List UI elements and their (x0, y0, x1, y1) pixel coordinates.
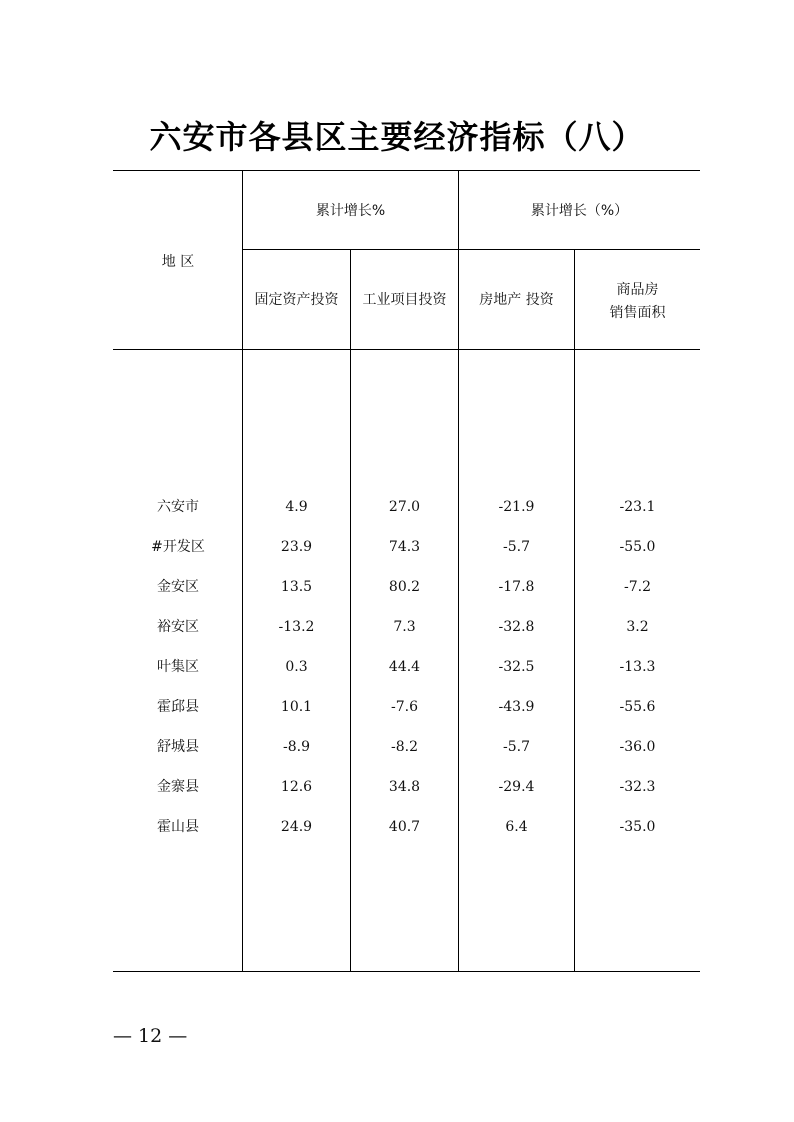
page-number: — 12 — (113, 1025, 188, 1047)
header-group-cumulative-growth-pct: 累计增长（%） (530, 203, 629, 219)
value-cell: -55.0 (619, 539, 656, 555)
region-name-cell: 金寨县 (157, 779, 199, 795)
value-cell: -35.0 (619, 819, 656, 835)
value-cell: 6.4 (505, 819, 528, 835)
region-name-cell: 六安市 (157, 499, 199, 515)
region-name-cell: 裕安区 (157, 619, 199, 635)
region-name-cell: 霍邱县 (157, 699, 199, 715)
value-cell: 27.0 (388, 499, 421, 515)
header-group-cumulative-growth: 累计增长% (315, 203, 386, 219)
header-region: 地 区 (161, 254, 195, 270)
region-name-cell: 霍山县 (157, 819, 199, 835)
value-cell: 44.4 (388, 659, 421, 675)
value-cell: 24.9 (280, 819, 313, 835)
value-cell: 7.3 (393, 619, 416, 635)
header-industrial-project-investment: 工业项目投资 (362, 292, 447, 308)
region-name-cell: 舒城县 (157, 739, 199, 755)
value-cell: -32.8 (498, 619, 535, 635)
value-cell: 13.5 (280, 579, 313, 595)
page-title: 六安市各县区主要经济指标（八） (149, 118, 645, 156)
value-cell: -55.6 (619, 699, 656, 715)
value-cell: 40.7 (388, 819, 421, 835)
header-fixed-asset-investment: 固定资产投资 (254, 292, 339, 308)
value-cell: 4.9 (285, 499, 308, 515)
value-cell: -8.2 (391, 739, 418, 755)
table-bottom-rule (113, 971, 700, 972)
value-cell: -8.9 (283, 739, 310, 755)
header-housing-sales-area-line2: 销售面积 (609, 305, 666, 321)
value-cell: 74.3 (388, 539, 421, 555)
table-top-rule (113, 170, 700, 171)
value-cell: -5.7 (503, 739, 530, 755)
column-divider (574, 249, 575, 972)
value-cell: -13.3 (619, 659, 656, 675)
value-cell: -7.2 (624, 579, 651, 595)
value-cell: 12.6 (280, 779, 313, 795)
value-cell: 34.8 (388, 779, 421, 795)
value-cell: -32.5 (498, 659, 535, 675)
value-cell: -23.1 (619, 499, 656, 515)
value-cell: 23.9 (280, 539, 313, 555)
header-bottom-rule (113, 349, 700, 350)
value-cell: -21.9 (498, 499, 535, 515)
column-divider (350, 249, 351, 972)
value-cell: 80.2 (388, 579, 421, 595)
value-cell: -5.7 (503, 539, 530, 555)
region-name-cell: #开发区 (151, 539, 205, 555)
value-cell: -13.2 (278, 619, 315, 635)
value-cell: -17.8 (498, 579, 535, 595)
value-cell: 0.3 (285, 659, 308, 675)
value-cell: -43.9 (498, 699, 535, 715)
value-cell: 10.1 (280, 699, 313, 715)
group-header-rule (243, 249, 700, 250)
value-cell: 3.2 (626, 619, 649, 635)
value-cell: -7.6 (391, 699, 418, 715)
value-cell: -32.3 (619, 779, 656, 795)
header-housing-sales-area-line1: 商品房 (616, 282, 659, 298)
region-name-cell: 金安区 (157, 579, 199, 595)
region-name-cell: 叶集区 (157, 659, 199, 675)
header-real-estate-investment: 房地产 投资 (479, 292, 554, 308)
value-cell: -29.4 (498, 779, 535, 795)
value-cell: -36.0 (619, 739, 656, 755)
